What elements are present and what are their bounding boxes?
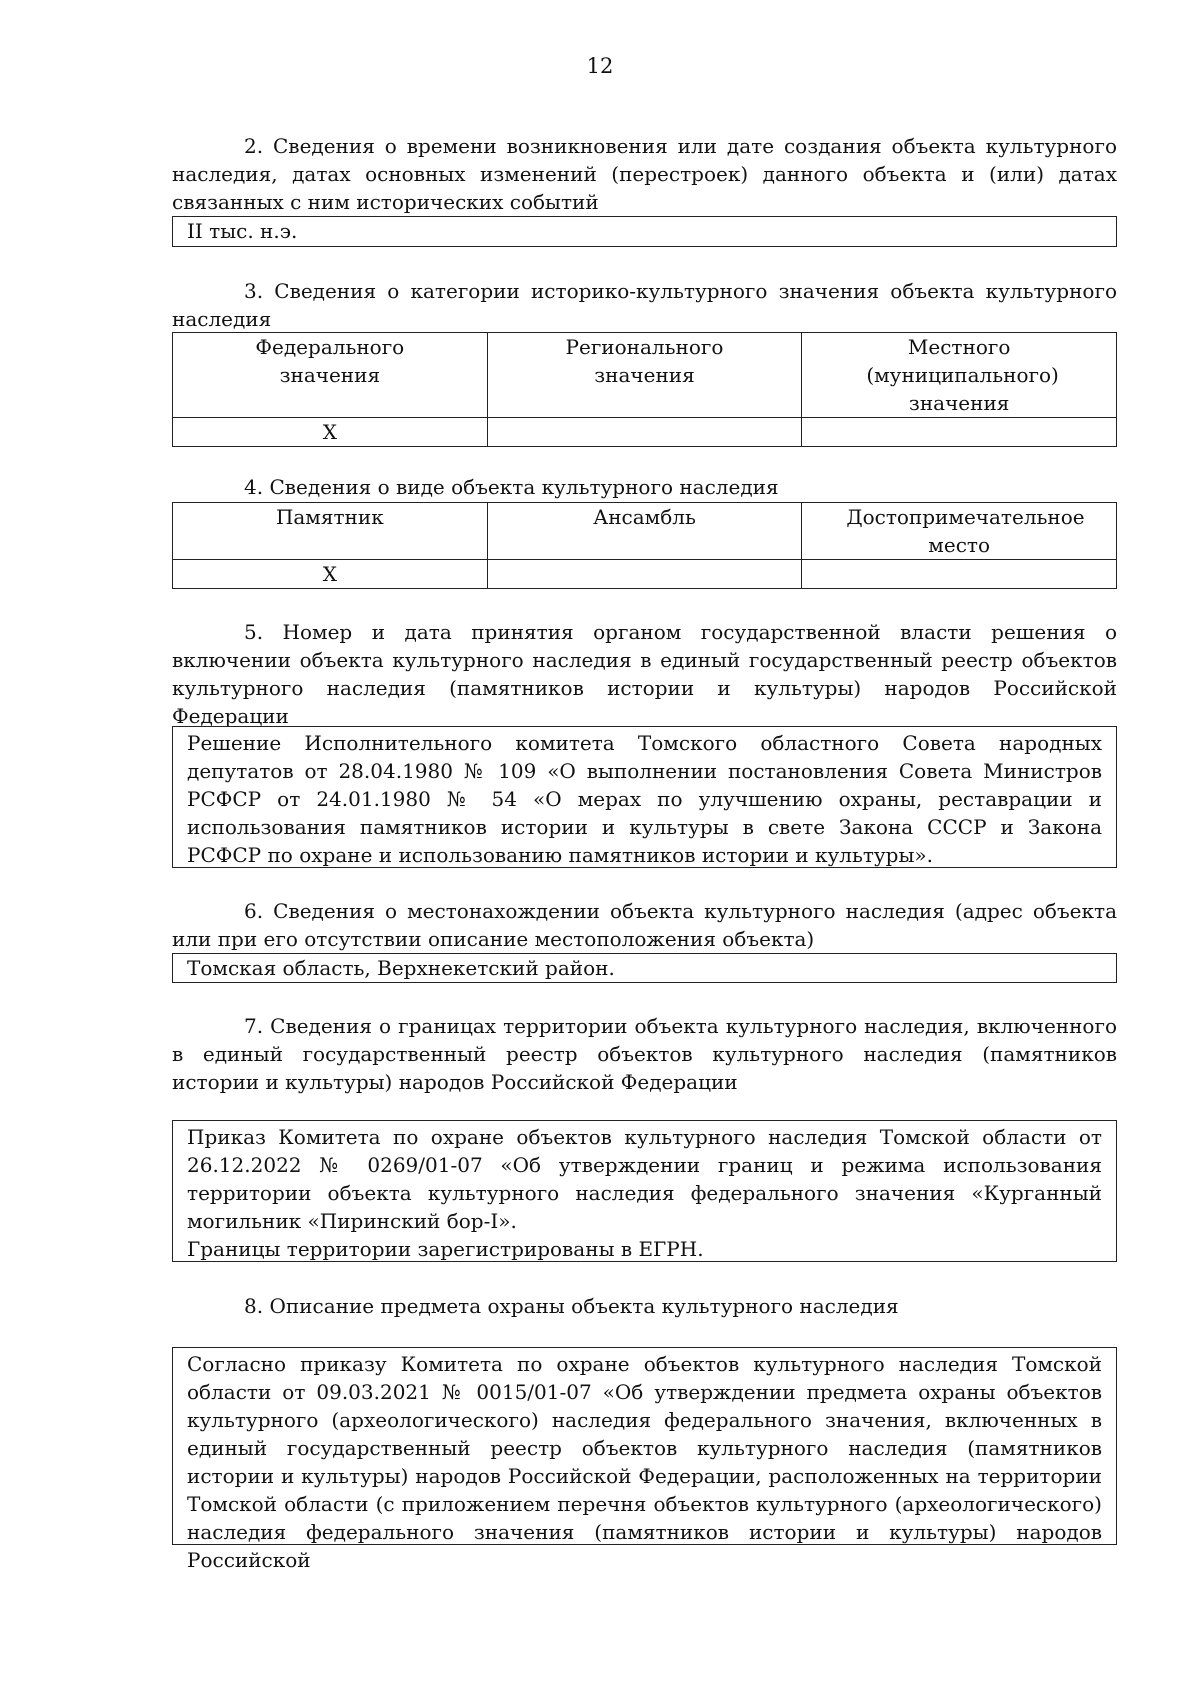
category-header-federal: Федерального значения bbox=[173, 333, 488, 418]
section-4-heading bbox=[172, 473, 1117, 501]
category-table bbox=[172, 332, 1117, 447]
type-table bbox=[172, 502, 1117, 589]
category-mark-row bbox=[173, 418, 1117, 447]
section-5-value-box bbox=[172, 726, 1117, 868]
section-8-value-box bbox=[172, 1347, 1117, 1572]
section-7-value-line1: Приказ Комитета по охране объектов культурного наследия Томской области от 26.12.2022 № 0269/01-07 «Об утверждении границ и режима использования территории объекта культурного наследия федерального значения «Курганный могильник «Пиринский бор-I». bbox=[187, 1125, 1102, 1233]
section-5-heading bbox=[172, 618, 1117, 730]
section-7-text: 7. Сведения о границах территории объекта культурного наследия, включенного в единый государственный реестр объектов культурного наследия (памятников истории и культуры) народов Российской Федерации bbox=[172, 1014, 1117, 1094]
type-header-landmark: Достопримечательное место bbox=[802, 503, 1117, 560]
section-7-value-line2: Границы территории зарегистрированы в ЕГРН. bbox=[187, 1237, 704, 1261]
section-2-value-box bbox=[172, 216, 1117, 247]
section-3-text: 3. Сведения о категории историко-культурного значения объекта культурного наследия bbox=[172, 279, 1117, 331]
section-4-text: 4. Сведения о виде объекта культурного наследия bbox=[244, 475, 779, 499]
section-8-value: Согласно приказу Комитета по охране объектов культурного наследия Томской области от 09.03.2021 № 0015/01-07 «Об утверждении предмета охраны объектов культурного (археологического) наследия федерального значения, включенных в единый государственный реестр объектов культурного наследия (памятников истории и культуры) народов Российской Федерации, расположенных на территории Томской области (с приложением перечня объектов культурного (археологического) наследия федерального значения (памятников истории и культуры) народов Российской bbox=[187, 1352, 1102, 1572]
section-7-value-box bbox=[172, 1120, 1117, 1262]
section-2-value: II тыс. н.э. bbox=[187, 219, 298, 243]
section-2-heading bbox=[172, 132, 1117, 216]
section-8-text: 8. Описание предмета охраны объекта культурного наследия bbox=[244, 1294, 899, 1318]
type-mark-ensemble bbox=[487, 560, 802, 589]
section-3-heading bbox=[172, 277, 1117, 333]
section-7-heading bbox=[172, 1012, 1117, 1096]
section-6-heading bbox=[172, 897, 1117, 953]
section-5-text: 5. Номер и дата принятия органом государственной власти решения о включении объекта культурного наследия в единый государственный реестр объектов культурного наследия (памятников истории и культуры) народов Российской Федерации bbox=[172, 620, 1117, 728]
category-header-regional: Регионального значения bbox=[487, 333, 802, 418]
type-header-row bbox=[173, 503, 1117, 560]
category-mark-local bbox=[802, 418, 1117, 447]
page-number: 12 bbox=[586, 54, 614, 78]
type-mark-row bbox=[173, 560, 1117, 589]
section-6-value-box bbox=[172, 953, 1117, 983]
type-header-ensemble: Ансамбль bbox=[487, 503, 802, 560]
section-5-value: Решение Исполнительного комитета Томского областного Совета народных депутатов от 28.04.1980 № 109 «О выполнении постановления Совета Министров РСФСР от 24.01.1980 № 54 «О мерах по улучшению охраны, реставрации и использования памятников истории и культуры в свете Закона СССР и Закона РСФСР по охране и использованию памятников истории и культуры». bbox=[187, 731, 1102, 867]
category-header-row bbox=[173, 333, 1117, 418]
section-2-text: 2. Сведения о времени возникновения или дате создания объекта культурного наследия, датах основных изменений (перестроек) данного объекта и (или) датах связанных с ним исторических событий bbox=[172, 134, 1117, 214]
category-header-local: Местного (муниципального) значения bbox=[802, 333, 1117, 418]
type-mark-landmark bbox=[802, 560, 1117, 589]
section-8-heading bbox=[172, 1292, 1117, 1320]
section-6-value: Томская область, Верхнекетский район. bbox=[187, 956, 615, 980]
category-mark-regional bbox=[487, 418, 802, 447]
category-mark-federal: Х bbox=[173, 418, 488, 447]
type-mark-monument: Х bbox=[173, 560, 488, 589]
type-header-monument: Памятник bbox=[173, 503, 488, 560]
section-6-text: 6. Сведения о местонахождении объекта культурного наследия (адрес объекта или при его отсутствии описание местоположения объекта) bbox=[172, 899, 1117, 951]
